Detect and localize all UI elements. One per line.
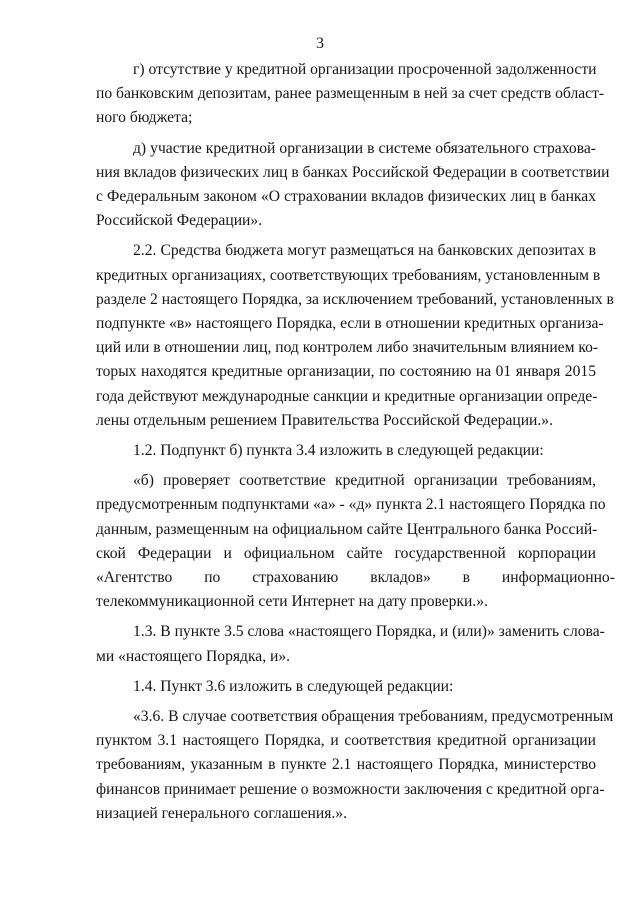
paragraph-1-2 bbox=[96, 439, 596, 463]
paragraph-g bbox=[96, 58, 605, 131]
text-line: низацией генерального соглашения.». bbox=[96, 804, 348, 822]
text-line: пунктом 3.1 настоящего Порядка, и соответствия кредитной организации bbox=[96, 732, 596, 750]
text-line: данным, размещенным на официальном сайте Центрального банка Россий- bbox=[96, 520, 598, 538]
text-line: торых находятся кредитные организации, по состоянию на 01 января 2015 bbox=[96, 363, 596, 381]
text-line: д) участие кредитной организации в системе обязательного страхова- bbox=[133, 139, 596, 157]
page-number: 3 bbox=[316, 35, 324, 52]
document-body bbox=[96, 58, 615, 832]
text-line: предусмотренным подпунктами «а» - «д» пункта 2.1 настоящего Порядка по bbox=[96, 496, 606, 514]
text-line: 1.4. Пункт 3.6 изложить в следующей редакции: bbox=[133, 677, 454, 695]
paragraph-2-2 bbox=[96, 239, 614, 433]
text-line: ской Федерации и официальном сайте государственной корпорации bbox=[96, 544, 596, 562]
text-line: требованиям, указанным в пункте 2.1 настоящего Порядка, министерство bbox=[96, 756, 596, 774]
text-line: лены отдельным решением Правительства Российской Федерации.». bbox=[96, 411, 553, 429]
paragraph-b bbox=[96, 469, 615, 614]
text-line: ций или в отношении лиц, под контролем либо значительным влиянием ко- bbox=[96, 339, 599, 357]
text-line: с Федеральным законом «О страховании вкладов физических лиц в банках bbox=[96, 188, 596, 206]
text-line: ния вкладов физических лиц в банках Российской Федерации в соответствии bbox=[96, 163, 610, 181]
paragraph-3-6 bbox=[96, 705, 614, 826]
text-line: «3.6. В случае соответствия обращения требованиям, предусмотренным bbox=[133, 708, 614, 726]
text-line: г) отсутствие у кредитной организации просроченной задолженности bbox=[133, 61, 597, 78]
text-line: ми «настоящего Порядка, и». bbox=[96, 647, 291, 665]
text-line: кредитных организациях, соответствующих требованиям, установленным в bbox=[96, 266, 601, 284]
text-line: финансов принимает решение о возможности заключения с кредитной орга- bbox=[96, 780, 605, 798]
paragraph-1-3 bbox=[96, 620, 605, 668]
text-line: «Агентство по страхованию вкладов» в информационно- bbox=[96, 569, 615, 587]
text-line: разделе 2 настоящего Порядка, за исключением требований, установленных в bbox=[96, 290, 614, 308]
text-line: телекоммуникационной сети Интернет на дату проверки.». bbox=[96, 593, 488, 611]
text-line: подпункте «в» настоящего Порядка, если в отношении кредитных организа- bbox=[96, 315, 604, 333]
text-line: 1.3. В пункте 3.5 слова «настоящего Порядка, и (или)» заменить слова- bbox=[133, 623, 605, 641]
text-line: ного бюджета; bbox=[96, 109, 193, 127]
text-line: Российской Федерации». bbox=[96, 212, 263, 230]
text-line: «б) проверяет соответствие кредитной организации требованиям, bbox=[133, 472, 596, 490]
text-line: 2.2. Средства бюджета могут размещаться на банковских депозитах в bbox=[133, 242, 596, 260]
paragraph-d bbox=[96, 137, 610, 234]
paragraph-1-4 bbox=[96, 675, 596, 699]
text-line: 1.2. Подпункт б) пункта 3.4 изложить в следующей редакции: bbox=[133, 442, 544, 460]
text-line: по банковским депозитам, ранее размещенным в ней за счет средств област- bbox=[96, 85, 605, 103]
text-line: года действуют международные санкции и кредитные организации опреде- bbox=[96, 387, 598, 405]
